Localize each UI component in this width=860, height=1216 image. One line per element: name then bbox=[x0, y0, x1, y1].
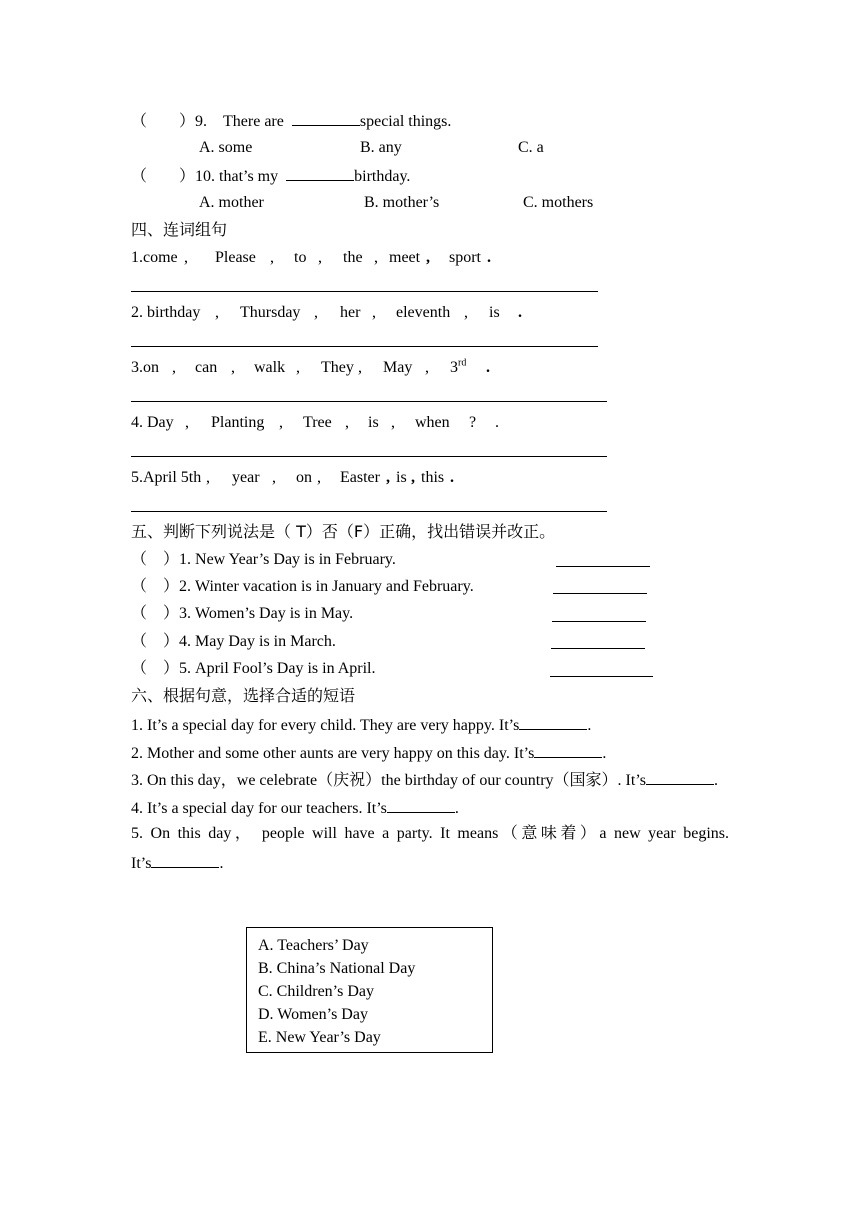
correction-line[interactable] bbox=[551, 648, 645, 649]
word: 3rd bbox=[450, 357, 467, 376]
question-number: 10. bbox=[195, 168, 216, 185]
comma: , bbox=[279, 414, 283, 431]
word: this bbox=[421, 469, 445, 486]
correction-line[interactable] bbox=[556, 566, 650, 567]
statement-text: 1. New Year’s Day is in February. bbox=[179, 551, 396, 568]
comma: , bbox=[464, 304, 468, 321]
sentence-text: 1. It’s a special day for every child. They are very happy. It’s bbox=[131, 717, 520, 734]
word: Please bbox=[215, 249, 256, 266]
question-9 bbox=[131, 110, 451, 132]
option-a: A. Teachers’ Day bbox=[258, 937, 369, 954]
comma: , bbox=[272, 469, 276, 486]
comma: , bbox=[391, 414, 395, 431]
comma: , bbox=[318, 249, 322, 266]
option-b: B. China’s National Day bbox=[258, 960, 416, 977]
correction-line[interactable] bbox=[552, 621, 646, 622]
true-false-item bbox=[131, 577, 474, 597]
comma: , bbox=[296, 359, 300, 376]
answer-paren: （ ） bbox=[131, 551, 180, 568]
word: May bbox=[383, 359, 413, 376]
fill-in-item bbox=[131, 824, 729, 844]
question-text-after: birthday. bbox=[354, 168, 411, 185]
answer-blank[interactable] bbox=[519, 714, 587, 730]
option-a: A. mother bbox=[199, 194, 264, 211]
sentence-text: 3. On this day，we celebrate（庆祝）the birthday of our country（国家）. It’s bbox=[131, 772, 647, 789]
word: sport bbox=[449, 249, 481, 266]
true-false-item bbox=[131, 659, 375, 679]
answer-blank[interactable] bbox=[646, 769, 714, 785]
answer-blank[interactable] bbox=[151, 852, 219, 868]
true-false-item bbox=[131, 632, 336, 652]
end-punct: . bbox=[450, 469, 454, 486]
option-a: A. some bbox=[199, 139, 253, 156]
comma: , bbox=[185, 414, 189, 431]
answer-paren: （ ） bbox=[131, 168, 196, 185]
comma: , bbox=[426, 249, 430, 266]
comma: , bbox=[411, 469, 415, 486]
answer-paren: （ ） bbox=[131, 113, 196, 130]
word: is bbox=[396, 469, 407, 486]
item-number-and-word: 5.April 5th bbox=[131, 469, 202, 486]
answer-blank[interactable] bbox=[292, 110, 360, 126]
comma: , bbox=[425, 359, 429, 376]
fill-in-item: 4. It’s a special day for our teachers. It’s . bbox=[131, 797, 459, 819]
end-punct: . bbox=[518, 304, 522, 321]
question-number: 9. bbox=[195, 113, 208, 130]
answer-line[interactable] bbox=[131, 456, 607, 457]
word: can bbox=[195, 359, 218, 376]
item-number-and-word: 4. Day bbox=[131, 414, 174, 431]
item-number-and-word: 3.on bbox=[131, 359, 159, 376]
word: year bbox=[232, 469, 260, 486]
comma: , bbox=[231, 359, 235, 376]
item-number-and-word: 2. birthday bbox=[131, 304, 201, 321]
comma: , bbox=[184, 249, 188, 266]
comma: , bbox=[270, 249, 274, 266]
fill-in-item: 2. Mother and some other aunts are very happy on this day. It’s . bbox=[131, 742, 606, 764]
word: ? bbox=[469, 414, 477, 431]
end-punct: . bbox=[486, 359, 490, 376]
fill-in-item: 1. It’s a special day for every child. They are very happy. It’s . bbox=[131, 714, 591, 736]
answer-paren: （ ） bbox=[131, 660, 180, 677]
answer-line[interactable] bbox=[131, 346, 598, 347]
word: Tree bbox=[303, 414, 332, 431]
option-c: C. Children’s Day bbox=[258, 983, 374, 1000]
word: Thursday bbox=[240, 304, 301, 321]
answer-blank[interactable] bbox=[286, 165, 354, 181]
word: eleventh bbox=[396, 304, 451, 321]
answer-line[interactable] bbox=[131, 401, 607, 402]
question-text-before: that’s my bbox=[219, 168, 279, 185]
end-punct: . bbox=[495, 414, 499, 431]
section-6-heading: 六、根据句意，选择合适的短语 bbox=[131, 686, 356, 705]
option-b: B. mother’s bbox=[364, 194, 440, 211]
word: They bbox=[321, 359, 354, 376]
comma: , bbox=[345, 414, 349, 431]
word: meet bbox=[389, 249, 421, 266]
answer-paren: （ ） bbox=[131, 633, 180, 650]
word: Planting bbox=[211, 414, 265, 431]
word: her bbox=[340, 304, 361, 321]
statement-text: 5. April Fool’s Day is in April. bbox=[179, 660, 376, 677]
statement-text: 4. May Day is in March. bbox=[179, 633, 336, 650]
statement-text: 2. Winter vacation is in January and February. bbox=[179, 578, 474, 595]
word: walk bbox=[254, 359, 286, 376]
question-10 bbox=[131, 165, 410, 187]
word: is bbox=[368, 414, 379, 431]
true-false-item bbox=[131, 550, 396, 570]
word: on bbox=[296, 469, 312, 486]
comma: , bbox=[372, 304, 376, 321]
question-text-before: There are bbox=[223, 113, 284, 130]
sentence-text: 2. Mother and some other aunts are very happy on this day. It’s bbox=[131, 745, 535, 762]
option-c: C. a bbox=[518, 139, 544, 156]
comma: , bbox=[215, 304, 219, 321]
answer-blank[interactable] bbox=[387, 797, 455, 813]
section-5-heading: 五、判断下列说法是（ T）否（F）正确，找出错误并改正。 bbox=[131, 522, 556, 541]
fill-in-item-continued: It’s . bbox=[131, 852, 223, 874]
answer-paren: （ ） bbox=[131, 578, 180, 595]
word: is bbox=[489, 304, 500, 321]
word: to bbox=[294, 249, 307, 266]
options-box bbox=[246, 927, 493, 1053]
true-false-item bbox=[131, 604, 353, 624]
option-d: D. Women’s Day bbox=[258, 1006, 368, 1023]
comma: , bbox=[358, 359, 362, 376]
answer-blank[interactable] bbox=[534, 742, 602, 758]
word: when bbox=[415, 414, 450, 431]
answer-line[interactable] bbox=[131, 511, 607, 512]
option-c: C. mothers bbox=[523, 194, 594, 211]
comma: , bbox=[386, 469, 390, 486]
sentence-text: 4. It’s a special day for our teachers. It’s bbox=[131, 800, 387, 817]
section-4-heading: 四、连词组句 bbox=[131, 220, 228, 239]
comma: , bbox=[374, 249, 378, 266]
word: Easter bbox=[340, 469, 380, 486]
fill-in-item: 3. On this day，we celebrate（庆祝）the birthday of our country（国家）. It’s . bbox=[131, 769, 718, 791]
option-e: E. New Year’s Day bbox=[258, 1029, 381, 1046]
comma: , bbox=[317, 469, 321, 486]
statement-text: 3. Women’s Day is in May. bbox=[179, 605, 354, 622]
comma: , bbox=[172, 359, 176, 376]
question-text-after: special things. bbox=[359, 113, 452, 130]
end-punct: . bbox=[487, 249, 491, 266]
comma: , bbox=[206, 469, 210, 486]
answer-paren: （ ） bbox=[131, 605, 180, 622]
correction-line[interactable] bbox=[553, 593, 647, 594]
correction-line[interactable] bbox=[550, 676, 653, 677]
sentence-text: 5. On this day， people will have a party. It means（意味着）a new year begins. bbox=[131, 825, 729, 842]
option-b: B. any bbox=[360, 139, 402, 156]
comma: , bbox=[314, 304, 318, 321]
answer-line[interactable] bbox=[131, 291, 598, 292]
word: the bbox=[343, 249, 363, 266]
item-number-and-word: 1.come bbox=[131, 249, 178, 266]
